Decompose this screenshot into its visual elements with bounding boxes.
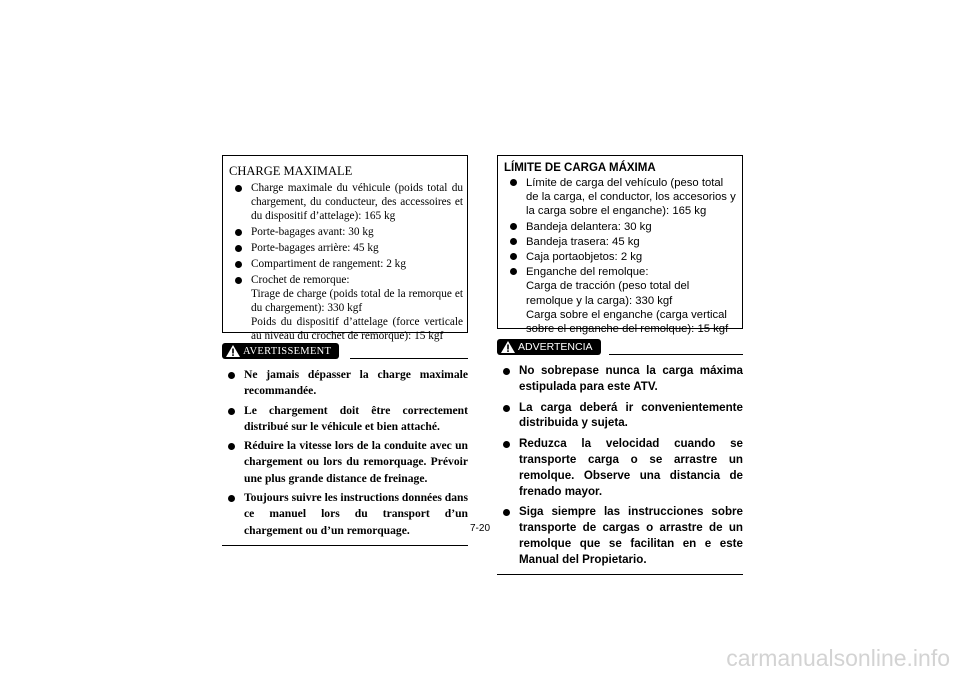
list-item: Siga siempre las instrucciones sobre transporte de cargas o arrastre de un remolque que se facilitan en e este Manual del Propietario. [497, 504, 743, 567]
list-item: Enganche del remolque: Carga de tracción (peso total del remolque y la carga): 330 kgf Carga sobre el enganche (carga vertical sobre el enganche del remolque): 15 kgf [504, 265, 738, 336]
list-item: Le chargement doit être correctement distribué sur le véhicule et bien attaché. [222, 403, 468, 436]
french-column [222, 155, 468, 546]
max-load-list-es [504, 176, 738, 336]
warning-header-es [497, 339, 743, 359]
list-item: Compartiment de rangement: 2 kg [229, 257, 463, 271]
page-number: 7-20 [470, 523, 491, 534]
warning-badge-fr [222, 343, 339, 359]
divider [350, 358, 468, 359]
box-title-fr: CHARGE MAXIMALE [229, 164, 353, 178]
box-title-es: LÍMITE DE CARGA MÁXIMA [504, 162, 656, 174]
list-item: Bandeja delantera: 30 kg [504, 220, 738, 234]
warning-list-es [497, 363, 743, 568]
warning-list-fr [222, 367, 468, 539]
list-item: Caja portaobjetos: 2 kg [504, 250, 738, 264]
list-item: Toujours suivre les instructions données dans ce manuel lors du transport d’un chargement ou d’un remorquage. [222, 490, 468, 539]
list-item: Bandeja trasera: 45 kg [504, 235, 738, 249]
divider [222, 545, 468, 546]
list-item: Reduzca la velocidad cuando se transporte carga o se arrastre un remolque. Observe una distancia de frenado mayor. [497, 436, 743, 499]
spanish-column [497, 155, 743, 575]
max-load-list-fr [229, 181, 463, 343]
list-item: Crochet de remorque: Tirage de charge (poids total de la remorque et du chargement): 330 kgf Poids du dispositif d’attelage (force verticale au niveau du crochet de remorque): 15 kgf [229, 273, 463, 343]
list-item: Réduire la vitesse lors de la conduite avec un chargement ou lors du remorquage. Prévoir une plus grande distance de freinage. [222, 438, 468, 487]
list-item: Ne jamais dépasser la charge maximale recommandée. [222, 367, 468, 400]
divider [609, 354, 743, 355]
warning-label-es: ADVERTENCIA [518, 341, 593, 353]
warning-header-fr [222, 343, 468, 363]
list-item: No sobrepase nunca la carga máxima estipulada para este ATV. [497, 363, 743, 395]
watermark: carmanualsonline.info [726, 645, 950, 671]
list-item: Charge maximale du véhicule (poids total du chargement, du conducteur, des accessoires et du dispositif d’attelage): 165 kg [229, 181, 463, 223]
list-item: Porte-bagages avant: 30 kg [229, 225, 463, 239]
list-item: Límite de carga del vehículo (peso total de la carga, el conductor, los accesorios y la carga sobre el enganche): 165 kg [504, 176, 738, 219]
divider [497, 574, 743, 575]
max-load-box-es [497, 155, 743, 336]
max-load-box-fr [222, 155, 468, 342]
warning-triangle-icon [501, 341, 515, 353]
warning-label-fr: AVERTISSEMENT [243, 345, 332, 357]
warning-badge-es [497, 339, 601, 355]
list-item: La carga deberá ir convenientemente distribuida y sujeta. [497, 400, 743, 432]
warning-triangle-icon [226, 345, 240, 357]
list-item: Porte-bagages arrière: 45 kg [229, 241, 463, 255]
